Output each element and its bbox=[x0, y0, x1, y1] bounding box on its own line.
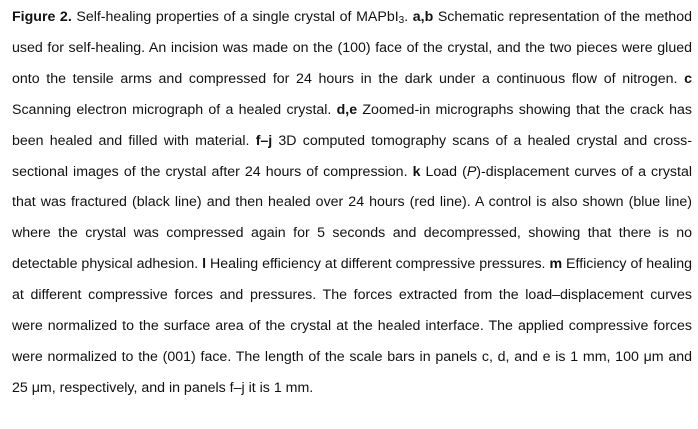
panel-label-k: k bbox=[412, 163, 421, 180]
caption-intro-end: . bbox=[404, 9, 413, 25]
panel-text-k-post: )-displacement curves of a crystal that was fractured (black line) and then healed over 24 hours (red line). A control is also shown (blue line) where the crystal was compressed again for 5 seconds and decompressed, showing that there is no detectable physical adhesion. bbox=[12, 163, 693, 273]
panel-text-de: Zoomed-in micrographs showing that the crack has been healed and filled with material. bbox=[12, 101, 692, 149]
panel-text-k-pre: Load ( bbox=[420, 163, 467, 180]
panel-text-c: Scanning electron micrograph of a healed crystal. bbox=[12, 101, 337, 118]
panel-label-l: l bbox=[202, 256, 207, 273]
panel-label-de: d,e bbox=[336, 101, 358, 118]
formula-subscript: 3 bbox=[398, 15, 405, 26]
panel-label-ab: a,b bbox=[412, 9, 434, 25]
figure-label: Figure 2. bbox=[12, 9, 72, 25]
panel-label-fj: f–j bbox=[255, 132, 273, 149]
panel-text-ab: Schematic representation of the method used for self-healing. An incision was made on the (100) face of the crystal, and the two pieces were glued onto the tensile arms and compressed for 24 hours in the dark under a continuous flow of nitrogen. bbox=[12, 9, 692, 87]
panel-label-c: c bbox=[684, 70, 692, 87]
panel-label-m: m bbox=[549, 256, 563, 273]
caption-intro: Self-healing properties of a single crystal of MAPbI bbox=[71, 9, 399, 25]
load-symbol: P bbox=[466, 163, 477, 180]
panel-text-l: Healing efficiency at different compressive pressures. bbox=[206, 256, 550, 273]
panel-text-fj: 3D computed tomography scans of a healed crystal and cross-sectional images of the crystal after 24 hours of compression. bbox=[12, 132, 692, 180]
figure-caption bbox=[12, 2, 692, 404]
panel-text-m: Efficiency of healing at different compressive forces and pressures. The forces extracted from the load–displacement curves were normalized to the surface area of the crystal at the healed interface. The applied compressive forces were normalized to the (001) face. The length of the scale bars in panels c, d, and e is 1 mm, 100 μm and 25 μm, respectively, and in panels f–j it is 1 mm. bbox=[12, 256, 692, 396]
